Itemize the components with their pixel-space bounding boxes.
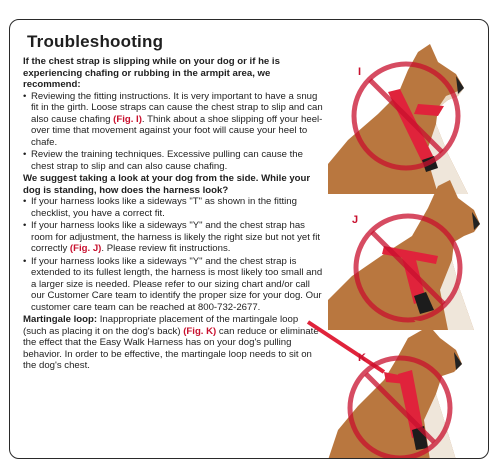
figure-ref-j: (Fig. J) [69, 243, 102, 254]
side-view-question: We suggest taking a look at your dog from the side. While your dog is standing, how does the harness look? [23, 173, 311, 196]
page-title: Troubleshooting [27, 32, 164, 51]
list-item: • Review the training techniques. Excessive pulling can cause the chest strap to slip and can also cause chafing. [31, 149, 323, 172]
figure-i-photo [288, 44, 488, 194]
martingale-heading: Martingale loop: [23, 314, 98, 325]
recommendation-list [23, 91, 323, 173]
intro-text: If the chest strap is slipping while on your dog or if he is experiencing chafing or rubbing in the armpit area, we recommend: [23, 56, 280, 90]
instructions-text [23, 56, 323, 372]
martingale-paragraph: Martingale loop: Inappropriate placement of the martingale loop (such as placing it on the dog's back) (Fig. K) can reduce or eliminate the effect that the Easy Walk Harness has on your dog's pulling behavior. In order to be effective, the martingale loop needs to sit on the dog's chest. [23, 314, 319, 371]
list-item: • If your harness looks like a sideways "T" as shown in the fitting checklist, you have a correct fit. [31, 196, 323, 219]
side-view-list [23, 196, 323, 313]
troubleshooting-panel [9, 19, 489, 459]
list-item: • If your harness looks like a sideways "Y" and the chest strap has room for adjustment, the harness is likely the right size but not yet fit correctly (Fig. J). Please review fit instructions. [31, 220, 323, 255]
figure-ref-k: (Fig. K) [183, 325, 217, 337]
figure-label-k: K [358, 352, 366, 364]
list-item: • Reviewing the fitting instructions. It is very important to have a snug fit in the girth. Loose straps can cause the chest strap to slip and can also cause chafing (Fig. I). Think about a shoe slipping off your heel- over time that movement against your foot will cause your heel to chafe. [31, 91, 323, 149]
figure-k-photo [288, 310, 488, 459]
figure-j-photo [288, 180, 488, 330]
list-item: • If your harness looks like a sideways "Y" and the chest strap is extended to its fullest length, the harness is most likely too small and a larger size is needed. Please refer to our sizing chart and/or call our Customer Care team to identify the proper size for your dog. Our customer care team can be reached at 800-732-2677. [31, 256, 323, 314]
figure-label-i: I [358, 66, 362, 78]
figure-label-j: J [352, 214, 359, 226]
figure-ref-i: (Fig. I) [113, 113, 142, 125]
